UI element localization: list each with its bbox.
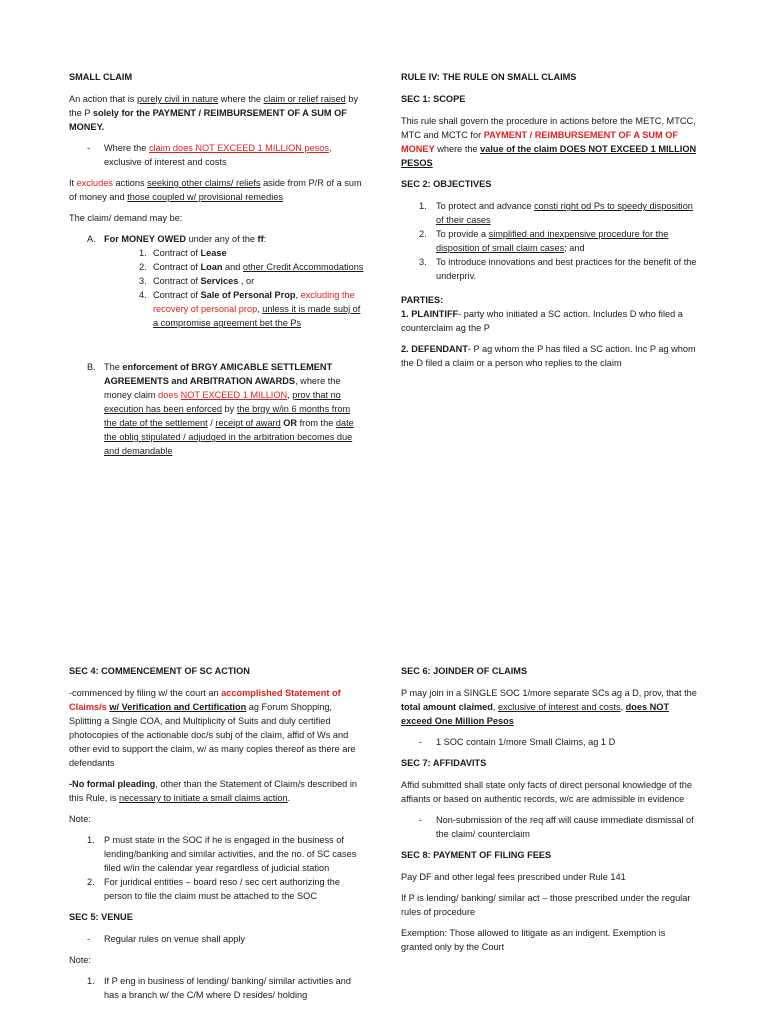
where-bullet: - Where the claim does NOT EXCEED 1 MILLION pesos, exclusive of interest and costs	[87, 143, 332, 167]
sec1-heading: SEC 1: SCOPE	[401, 94, 466, 104]
note-label-2: Note:	[69, 955, 91, 965]
affidavits-paragraph: Affid submitted shall state only facts of direct personal knowledge of the affiants or based on authentic records, w/c are admissible in evidence	[401, 780, 692, 804]
defendant-definition: 2. DEFENDANT- P ag whom the P has filed a SC action. Inc P ag whom the D filed a claim or a person who replies to the claim	[401, 344, 696, 368]
affidavit-bullet: - Non-submission of the req aff will cause immediate dismissal of the claim/ counterclaim	[419, 815, 694, 839]
contract-item: 4. Contract of Sale of Personal Prop, excluding the recovery of personal prop, unless it is made subj of a compromise agreement bet the Ps	[139, 290, 361, 328]
fees-paragraph-3: Exemption: Those allowed to litigate as an indigent. Exemption is granted only by the Court	[401, 928, 666, 952]
sec2-heading: SEC 2: OBJECTIVES	[401, 179, 492, 189]
fees-paragraph-1: Pay DF and other legal fees prescribed under Rule 141	[401, 872, 626, 882]
sec4-heading: SEC 4: COMMENCEMENT OF SC ACTION	[69, 666, 250, 676]
sec6-heading: SEC 6: JOINDER OF CLAIMS	[401, 666, 528, 676]
small-claim-heading: SMALL CLAIM	[69, 72, 133, 82]
contract-item: 1. Contract of Lease	[139, 248, 227, 258]
right-bottom-column	[401, 664, 699, 961]
venue-notes-list	[87, 974, 365, 1002]
contract-list	[139, 246, 365, 330]
note-item: 2. For juridical entities – board reso / sec cert authorizing the person to file the claim must be attached to the SOC	[87, 877, 340, 901]
plaintiff-definition: 1. PLAINTIFF- party who initiated a SC action. Includes D who filed a counterclaim ag the P	[401, 309, 683, 333]
sec8-heading: SEC 8: PAYMENT OF FILING FEES	[401, 850, 552, 860]
rule-iv-heading: RULE IV: THE RULE ON SMALL CLAIMS	[401, 72, 577, 82]
item-a: A. For MONEY OWED under any of the ff:	[87, 234, 267, 244]
excludes-paragraph: It excludes actions seeking other claims/ reliefs aside from P/R of a sum of money and those coupled w/ provisional remedies	[69, 178, 362, 202]
item-b: B. The enforcement of BRGY AMICABLE SETTLEMENT AGREEMENTS and ARBITRATION AWARDS, where the money claim does NOT EXCEED 1 MILLION, prov that no execution has been enforced by the brgy w/in 6 months from the date of the settlement / receipt of award OR from the date the oblig stipulated / adjudged in the arbitration becomes due and demandable	[87, 362, 354, 456]
commencement-paragraph: -commenced by filing w/ the court an accomplished Statement of Claims/s w/ Verification and Certification ag Forum Shopping, Splitting a Single COA, and Multiplicity of Suits and duly certified photocopies of the actionable doc/s subj of the claim, affid of Ws and other evid to support the claim, w/ as many copies thereof as there are defendants	[69, 688, 356, 768]
objective-item: 2. To provide a simplified and inexpensive procedure for the disposition of small claim cases; and	[419, 229, 669, 253]
objective-item: 3. To introduce innovations and best practices for the benefit of the underpriv.	[419, 257, 697, 281]
objective-item: 1. To protect and advance consti right od Ps to speedy disposition of their cases	[419, 201, 693, 225]
joinder-paragraph: P may join in a SINGLE SOC 1/more separate SCs ag a D, prov, that the total amount claimed, exclusive of interest and costs, does NOT exceed One Million Pesos	[401, 688, 697, 726]
fees-paragraph-2: If P is lending/ banking/ similar act – those prescribed under the regular rules of procedure	[401, 893, 691, 917]
no-pleading-paragraph: -No formal pleading, other than the Statement of Claim/s described in this Rule, is necessary to initiate a small claims action.	[69, 779, 357, 803]
sec7-heading: SEC 7: AFFIDAVITS	[401, 758, 487, 768]
venue-bullet: - Regular rules on venue shall apply	[87, 934, 245, 944]
venue-note-item: 1. If P eng in business of lending/ banking/ similar activities and has a branch w/ the C/M where D resides/ holding	[87, 976, 352, 1000]
parties-heading: PARTIES:	[401, 295, 444, 305]
sec5-heading: SEC 5: VENUE	[69, 912, 133, 922]
joinder-bullet: - 1 SOC contain 1/more Small Claims, ag 1 D	[419, 737, 616, 747]
scope-paragraph: This rule shall govern the procedure in actions before the METC, MTCC, MTC and MCTC for PAYMENT / REIMBURSEMENT OF A SUM OF MONEY where the value of the claim DOES NOT EXCEED 1 MILLION PESOS	[401, 116, 697, 168]
small-claim-definition: An action that is purely civil in nature where the claim or relief raised by the P solely for the PAYMENT / REIMBURSEMENT OF A SUM OF MONEY.	[69, 94, 359, 132]
claim-demand-text: The claim/ demand may be:	[69, 213, 183, 223]
contract-item: 3. Contract of Services , or	[139, 276, 255, 286]
note-label: Note:	[69, 814, 91, 824]
notes-list	[87, 833, 365, 903]
right-top-column	[401, 70, 699, 377]
objectives-list	[419, 199, 699, 283]
left-bottom-column	[69, 664, 365, 1002]
contract-item: 2. Contract of Loan and other Credit Accommodations	[139, 262, 364, 272]
note-item: 1. P must state in the SOC if he is engaged in the business of lending/banking and similar activities, and the no. of SC cases filed w/in the calendar year regardless of judicial station	[87, 835, 357, 873]
left-top-column	[69, 70, 365, 465]
